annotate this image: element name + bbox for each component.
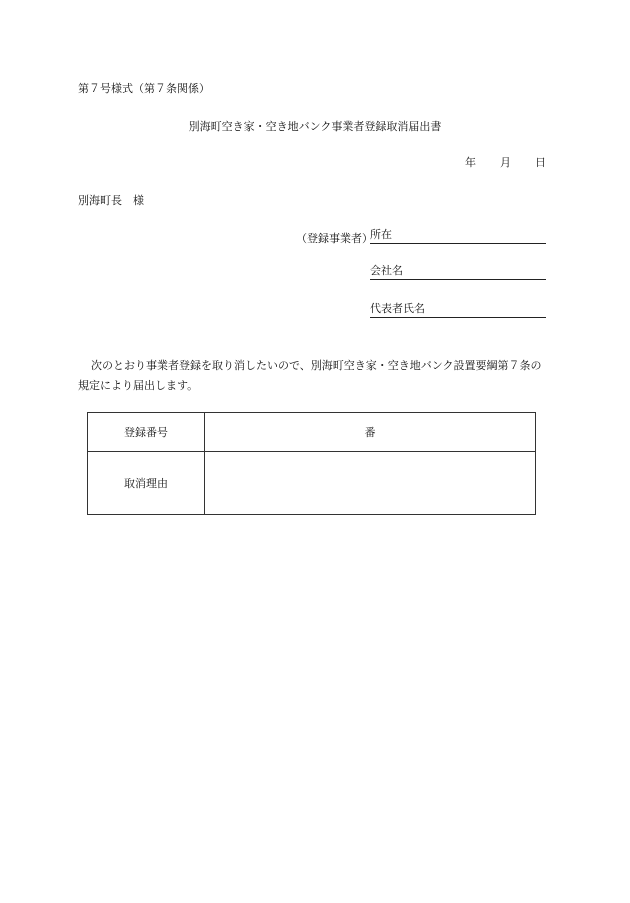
date-day-label: 日 <box>535 156 546 169</box>
date-year-label: 年 <box>465 156 476 169</box>
registration-number-label: 登録番号 <box>88 413 205 452</box>
registration-table <box>87 412 536 515</box>
cancellation-reason-label: 取消理由 <box>88 452 205 515</box>
document-title: 別海町空き家・空き地バンク事業者登録取消届出書 <box>188 120 442 133</box>
addressee: 別海町長 様 <box>78 194 144 207</box>
company-name-label: 会社名 <box>370 264 403 277</box>
representative-name-field[interactable] <box>370 302 546 318</box>
table-row <box>88 452 536 515</box>
applicant-label: （登録事業者） <box>296 232 373 245</box>
representative-name-label: 代表者氏名 <box>370 302 425 315</box>
date-month-label: 月 <box>500 156 511 169</box>
address-field[interactable] <box>370 228 546 244</box>
cancellation-reason-cell[interactable] <box>205 452 536 515</box>
registration-number-cell[interactable]: 番 <box>205 413 536 452</box>
table-row <box>88 413 536 452</box>
form-number: 第７号様式（第７条関係） <box>78 82 210 95</box>
company-name-field[interactable] <box>370 264 546 280</box>
body-text: 次のとおり事業者登録を取り消したいので、別海町空き家・空き地バンク設置要綱第７条の規定により届出します。 <box>78 359 542 392</box>
address-label: 所在 <box>370 228 392 241</box>
